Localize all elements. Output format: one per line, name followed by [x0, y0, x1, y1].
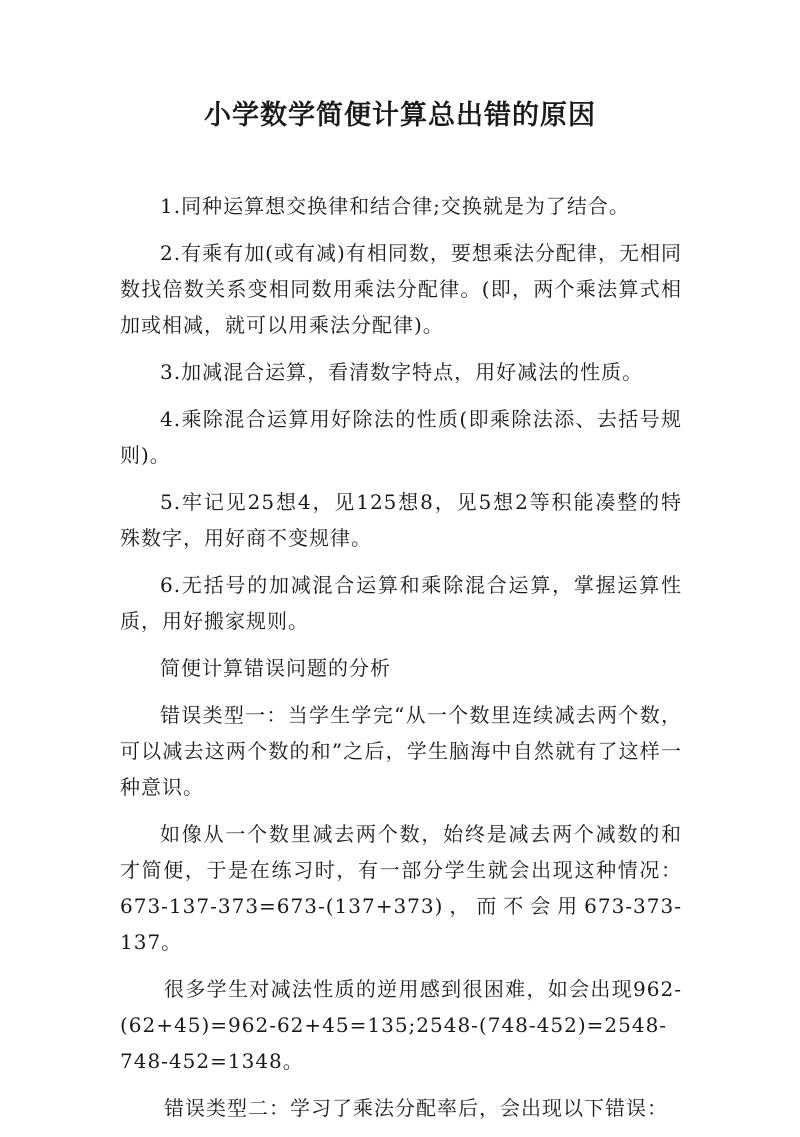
- document-body: [120, 188, 682, 1137]
- section-heading: 简便计算错误问题的分析: [160, 656, 391, 680]
- paragraph-5: 5.牢记见25想4，见125想8，见5想2等积能凑整的特殊数字，用好商不变规律。: [120, 490, 682, 550]
- paragraph-example-1: 如像从一个数里减去两个数，始终是减去两个减数的和才简便，于是在练习时，有一部分学生就会出现这种情况：673-137-373=673-(137+373)，而不会用673-373-137。: [120, 822, 682, 954]
- paragraph-error-type-1: 错误类型一：当学生学完“从一个数里连续减去两个数，可以减去这两个数的和”之后，学生脑海中自然就有了这样一种意识。: [120, 703, 682, 799]
- paragraph-6: 6.无括号的加减混合运算和乘除混合运算，掌握运算性质，用好搬家规则。: [120, 573, 682, 633]
- paragraph-4: 4.乘除混合运算用好除法的性质(即乘除法添、去括号规则)。: [120, 407, 682, 467]
- paragraph-error-type-2: 错误类型二：学习了乘法分配率后，会出现以下错误：: [164, 1096, 668, 1120]
- paragraph-example-2: 很多学生对减法性质的逆用感到很困难，如会出现962-(62+45)=962-62+45=135;2548-(748-452)=2548-748-452=1348。: [120, 977, 682, 1073]
- page-title: 小学数学简便计算总出错的原因: [204, 100, 596, 131]
- paragraph-1: 1.同种运算想交换律和结合律;交换就是为了结合。: [160, 194, 630, 218]
- paragraph-2: 2.有乘有加(或有减)有相同数，要想乘法分配律，无相同数找倍数关系变相同数用乘法分配律。(即，两个乘法算式相加或相减，就可以用乘法分配律)。: [120, 241, 682, 337]
- paragraph-3: 3.加减混合运算，看清数字特点，用好减法的性质。: [160, 360, 644, 384]
